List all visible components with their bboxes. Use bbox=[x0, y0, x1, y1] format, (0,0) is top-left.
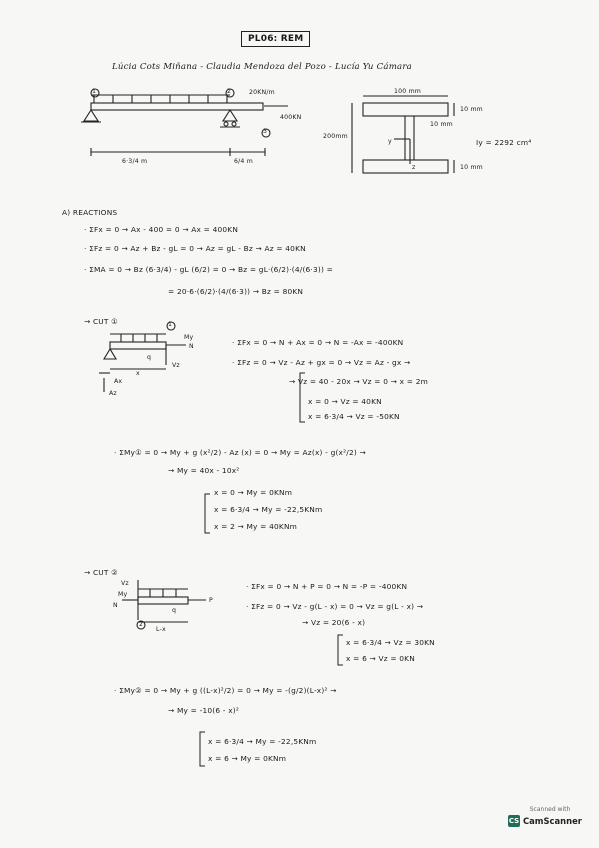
section-web-label: 10 mm bbox=[430, 121, 453, 128]
pin-support-a bbox=[84, 110, 98, 121]
cut1-line-3: → Vz = 40 - 20x → Vz = 0 → x = 2m bbox=[289, 377, 428, 386]
scanned-with-label: Scanned with bbox=[529, 806, 571, 813]
cut1-my-label: My bbox=[184, 334, 194, 341]
cut2-my-label: My bbox=[118, 591, 128, 598]
cut1-my-bracket bbox=[205, 494, 210, 533]
cut1-vz-label: Vz bbox=[172, 362, 180, 369]
cut2-vz-bracket bbox=[338, 635, 343, 665]
z-axis-label: z bbox=[412, 164, 416, 171]
cut1-segment bbox=[110, 342, 166, 349]
cut1-q-label: q bbox=[147, 354, 152, 361]
cut1-n-label: N bbox=[189, 343, 194, 350]
cut2-heading: → CUT ② bbox=[84, 568, 119, 577]
beam-node-2-label: 2 bbox=[227, 88, 232, 95]
reactions-heading: A) REACTIONS bbox=[62, 208, 118, 217]
cut1-moment-1: · ΣMy① = 0 → My + g (x²/2) - Az (x) = 0 → My = Az(x) - g(x²/2) → bbox=[114, 448, 366, 457]
y-axis-label: y bbox=[388, 138, 392, 145]
force-label: 400KN bbox=[280, 114, 302, 121]
camscanner-badge bbox=[508, 806, 592, 827]
cut2-moment-4: x = 6 → My = 0KNm bbox=[208, 754, 287, 763]
cut2-line-3: → Vz = 20(6 - x) bbox=[302, 618, 366, 627]
inertia-label: Iy = 2292 cm⁴ bbox=[476, 138, 532, 147]
span-2-label: 6/4 m bbox=[234, 158, 253, 165]
reactions-eq-1: · ΣFx = 0 → Ax - 400 = 0 → Ax = 400KN bbox=[84, 225, 239, 234]
cut2-moment-1: · ΣMy② = 0 → My + g ((L-x)²/2) = 0 → My = -(g/2)(L-x)² → bbox=[114, 686, 337, 695]
cut2-p-label: P bbox=[209, 597, 213, 604]
cut2-q-label: q bbox=[172, 607, 177, 614]
cut2-moment-2: → My = -10(6 - x)² bbox=[168, 706, 240, 715]
roller-support-b bbox=[223, 110, 237, 121]
cut1-moment-3: x = 0 → My = 0KNm bbox=[214, 488, 293, 497]
camscanner-brand: CamScanner bbox=[523, 816, 582, 826]
cut1-node-label: 1 bbox=[168, 321, 173, 328]
cut1-moment-4: x = 6·3/4 → My = -22,5KNm bbox=[214, 505, 323, 514]
cut2-segment bbox=[138, 597, 188, 604]
cut1-heading: → CUT ① bbox=[84, 317, 119, 326]
cut1-x-label: x bbox=[136, 370, 140, 377]
cut1-line-5: x = 6·3/4 → Vz = -50KN bbox=[308, 412, 400, 421]
section-bottom-label: 10 mm bbox=[460, 164, 483, 171]
bottom-flange bbox=[363, 160, 448, 173]
cut2-n-label: N bbox=[113, 602, 118, 609]
beam-node-1-label: 1 bbox=[92, 88, 97, 95]
beam bbox=[91, 103, 263, 110]
reactions-eq-4: = 20·6·(6/2)·(4/(6·3)) → Bz = 80KN bbox=[168, 287, 304, 296]
cut2-line-1: · ΣFx = 0 → N + P = 0 → N = -P = -400KN bbox=[246, 582, 408, 591]
load-arrows bbox=[94, 95, 227, 103]
cut1-moment-5: x = 2 → My = 40KNm bbox=[214, 522, 298, 531]
section-width-label: 100 mm bbox=[394, 88, 422, 95]
section-top-label: 10 mm bbox=[460, 106, 483, 113]
span-1-label: 6·3/4 m bbox=[122, 158, 148, 165]
cut2-line-4: x = 6·3/4 → Vz = 30KN bbox=[346, 638, 435, 647]
reactions-eq-3: · ΣMA = 0 → Bz (6·3/4) - gL (6/2) = 0 → Bz = gL·(6/2)·(4/(6·3)) = bbox=[84, 265, 333, 274]
cut2-node-label: 2 bbox=[139, 621, 144, 628]
reactions-eq-2: · ΣFz = 0 → Az + Bz - gL = 0 → Az = gL - Bz → Az = 40KN bbox=[84, 244, 306, 253]
cut1-az-label: Az bbox=[109, 390, 117, 397]
cut1-line-4: x = 0 → Vz = 40KN bbox=[308, 397, 382, 406]
cut1-line-2: · ΣFz = 0 → Vz - Az + gx = 0 → Vz = Az - gx → bbox=[232, 358, 411, 367]
cut2-vz-label: Vz bbox=[121, 580, 129, 587]
cut2-moment-3: x = 6·3/4 → My = -22,5KNm bbox=[208, 737, 317, 746]
load-label: 20KN/m bbox=[249, 89, 275, 96]
cut2-line-5: x = 6 → Vz = 0KN bbox=[346, 654, 415, 663]
cut1-moment-2: → My = 40x - 10x² bbox=[168, 466, 240, 475]
camscanner-logo-icon: CS bbox=[508, 817, 520, 825]
cut2-lx-label: L-x bbox=[156, 626, 166, 633]
cut1-ax-label: Ax bbox=[114, 378, 123, 385]
page-title: PL06: REM bbox=[241, 31, 310, 47]
cut2-my-bracket bbox=[200, 732, 205, 766]
cut1-line-1: · ΣFx = 0 → N + Ax = 0 → N = -Ax = -400KN bbox=[232, 338, 404, 347]
beam-node-3-label: 3 bbox=[263, 128, 268, 135]
cut2-line-2: · ΣFz = 0 → Vz - g(L - x) = 0 → Vz = g(L - x) → bbox=[246, 602, 424, 611]
top-flange bbox=[363, 103, 448, 116]
section-height-label: 200mm bbox=[323, 133, 348, 140]
authors: Lúcia Cots Miñana - Claudia Mendoza del Pozo - Lucía Yu Cámara bbox=[112, 62, 412, 72]
